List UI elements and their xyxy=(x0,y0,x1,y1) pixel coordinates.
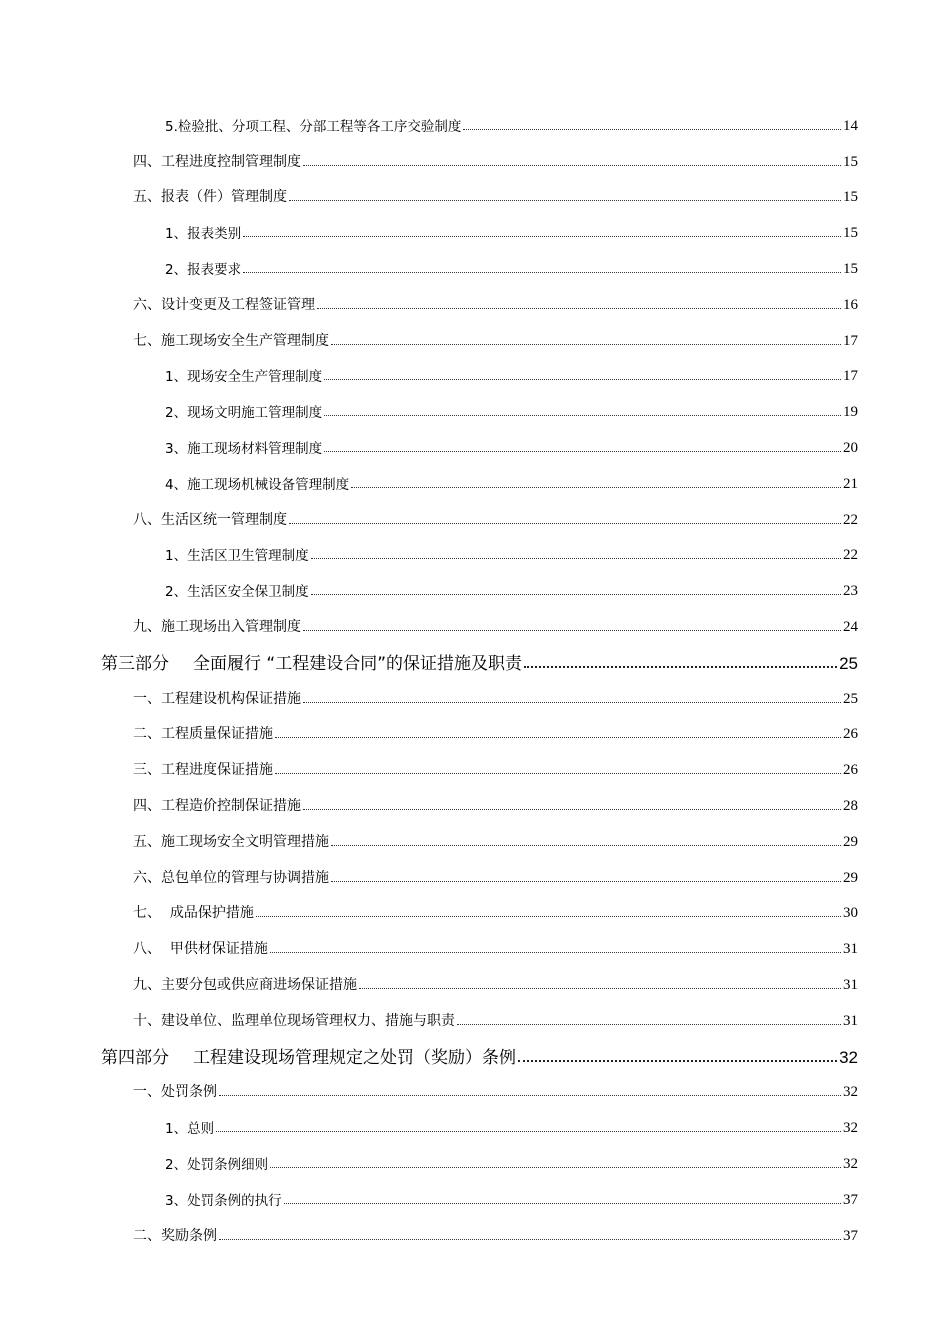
toc-entry-label: 3、处罚条例的执行 xyxy=(165,1192,282,1209)
toc-page-number: 32 xyxy=(839,1047,858,1067)
toc-entry[interactable] xyxy=(0,717,950,753)
toc-page-number: 37 xyxy=(843,1191,858,1208)
toc-entry[interactable] xyxy=(0,1146,950,1182)
toc-page-number: 22 xyxy=(843,511,858,528)
toc-dot-leader xyxy=(331,845,841,846)
toc-dot-leader xyxy=(256,916,841,917)
toc-dot-leader xyxy=(303,165,841,166)
toc-page-number: 31 xyxy=(843,941,858,958)
toc-page-number: 17 xyxy=(843,332,858,349)
toc-page-number: 16 xyxy=(843,296,858,313)
toc-entry[interactable] xyxy=(0,752,950,788)
toc-dot-leader xyxy=(270,952,841,953)
toc-entry-label: 1、报表类别 xyxy=(165,226,242,243)
toc-page-number: 30 xyxy=(843,905,858,922)
toc-entry[interactable] xyxy=(0,860,950,896)
toc-entry-label: 七、 成品保护措施 xyxy=(133,905,254,922)
toc-page-number: 25 xyxy=(839,653,858,673)
toc-part-heading[interactable] xyxy=(0,645,950,681)
toc-dot-leader xyxy=(219,1239,841,1240)
toc-dot-leader xyxy=(463,129,841,130)
toc-dot-leader xyxy=(243,236,841,237)
toc-dot-leader xyxy=(311,594,841,595)
toc-entry-label: 三、工程进度保证措施 xyxy=(133,762,273,779)
toc-entry-label: 一、处罚条例 xyxy=(133,1084,217,1101)
toc-page-number: 20 xyxy=(843,439,858,456)
toc-entry-label: 六、总包单位的管理与协调措施 xyxy=(133,869,329,886)
toc-entry-label: 全面履行 “工程建设合同”的保证措施及职责 xyxy=(193,653,523,674)
toc-page-number: 19 xyxy=(843,404,858,421)
toc-dot-leader xyxy=(303,809,841,810)
toc-page-number: 14 xyxy=(843,117,858,134)
toc-entry[interactable] xyxy=(0,681,950,717)
toc-dot-leader xyxy=(324,451,841,452)
toc-page-number: 23 xyxy=(843,583,858,600)
toc-entry-label: 九、主要分包或供应商进场保证措施 xyxy=(133,976,357,993)
toc-page-number: 15 xyxy=(843,189,858,206)
toc-entry[interactable] xyxy=(0,1218,950,1254)
toc-entry[interactable] xyxy=(0,824,950,860)
toc-entry-label: 九、施工现场出入管理制度 xyxy=(133,618,301,635)
toc-part-number: 第四部分 xyxy=(101,1047,169,1068)
toc-entry[interactable] xyxy=(0,180,950,216)
toc-dot-leader xyxy=(331,881,841,882)
toc-page-number: 24 xyxy=(843,618,858,635)
toc-dot-leader xyxy=(524,666,837,668)
toc-entry-label: 六、设计变更及工程签证管理 xyxy=(133,296,315,313)
toc-entry-label: 四、工程进度控制管理制度 xyxy=(133,153,301,170)
toc-dot-leader xyxy=(219,1095,841,1096)
toc-entry[interactable] xyxy=(0,466,950,502)
toc-dot-leader xyxy=(359,988,841,989)
toc-dot-leader xyxy=(351,487,841,488)
toc-entry-label: 2、处罚条例细则 xyxy=(165,1156,269,1173)
toc-entry-label: 3、施工现场材料管理制度 xyxy=(165,440,323,457)
toc-entry-label: 工程建设现场管理规定之处罚（奖励）条例 xyxy=(193,1047,516,1068)
toc-dot-leader xyxy=(303,630,841,631)
toc-dot-leader xyxy=(275,737,841,738)
toc-entry[interactable] xyxy=(0,323,950,359)
toc-page-number: 21 xyxy=(843,475,858,492)
toc-page-number: 31 xyxy=(843,976,858,993)
toc-dot-leader xyxy=(289,200,841,201)
toc-entry-label: 八、 甲供材保证措施 xyxy=(133,941,268,958)
toc-page-number: 15 xyxy=(843,225,858,242)
toc-entry[interactable] xyxy=(0,967,950,1003)
toc-dot-leader xyxy=(284,1203,841,1204)
toc-entry[interactable] xyxy=(0,108,950,144)
toc-entry-label: 1、生活区卫生管理制度 xyxy=(165,548,309,565)
toc-entry[interactable] xyxy=(0,215,950,251)
toc-entry-label: 七、施工现场安全生产管理制度 xyxy=(133,332,329,349)
toc-page-number: 31 xyxy=(843,1012,858,1029)
toc-entry[interactable] xyxy=(0,359,950,395)
toc-entry[interactable] xyxy=(0,788,950,824)
toc-entry[interactable] xyxy=(0,287,950,323)
toc-entry-label: 二、奖励条例 xyxy=(133,1227,217,1244)
toc-page-number: 28 xyxy=(843,797,858,814)
toc-entry[interactable] xyxy=(0,1110,950,1146)
toc-dot-leader xyxy=(324,415,841,416)
toc-page-number: 32 xyxy=(843,1155,858,1172)
toc-entry-label: 4、施工现场机械设备管理制度 xyxy=(165,476,350,493)
toc-page-number: 25 xyxy=(843,690,858,707)
toc-page-number: 15 xyxy=(843,153,858,170)
toc-entry[interactable] xyxy=(0,931,950,967)
toc-entry[interactable] xyxy=(0,896,950,932)
toc-entry-label: 八、生活区统一管理制度 xyxy=(133,511,287,528)
toc-dot-leader xyxy=(457,1024,841,1025)
toc-entry-label: 五、报表（件）管理制度 xyxy=(133,189,287,206)
toc-entry[interactable] xyxy=(0,251,950,287)
toc-dot-leader xyxy=(317,308,841,309)
toc-page-number: 29 xyxy=(843,833,858,850)
toc-entry-label: 5.检验批、分项工程、分部工程等各工序交验制度 xyxy=(165,118,462,135)
toc-page-number: 15 xyxy=(843,260,858,277)
toc-entry[interactable] xyxy=(0,394,950,430)
toc-entry[interactable] xyxy=(0,573,950,609)
toc-page-number: 26 xyxy=(843,726,858,743)
toc-entry[interactable] xyxy=(0,1003,950,1039)
toc-entry-label: 五、施工现场安全文明管理措施 xyxy=(133,833,329,850)
toc-entry-label: 1、现场安全生产管理制度 xyxy=(165,369,323,386)
toc-entry-label: 1、总则 xyxy=(165,1121,215,1138)
toc-dot-leader xyxy=(311,558,841,559)
toc-part-number: 第三部分 xyxy=(101,653,169,674)
toc-page-number: 22 xyxy=(843,547,858,564)
toc-part-heading[interactable] xyxy=(0,1039,950,1075)
toc-entry-label: 2、报表要求 xyxy=(165,261,242,278)
toc-dot-leader xyxy=(324,379,841,380)
toc-entry[interactable] xyxy=(0,430,950,466)
toc-dot-leader xyxy=(518,1060,837,1062)
toc-page-number: 32 xyxy=(843,1084,858,1101)
toc-dot-leader xyxy=(331,344,841,345)
toc-entry[interactable] xyxy=(0,502,950,538)
toc-dot-leader xyxy=(289,523,841,524)
toc-entry[interactable] xyxy=(0,609,950,645)
toc-dot-leader xyxy=(270,1167,841,1168)
toc-entry[interactable] xyxy=(0,1182,950,1218)
toc-entry[interactable] xyxy=(0,538,950,574)
table-of-contents xyxy=(0,108,950,1254)
toc-entry-label: 一、工程建设机构保证措施 xyxy=(133,690,301,707)
toc-page-number: 37 xyxy=(843,1227,858,1244)
toc-page-number: 29 xyxy=(843,869,858,886)
toc-dot-leader xyxy=(275,773,841,774)
toc-page-number: 26 xyxy=(843,762,858,779)
toc-dot-leader xyxy=(303,702,841,703)
toc-entry[interactable] xyxy=(0,144,950,180)
toc-dot-leader xyxy=(243,272,841,273)
toc-entry-label: 2、生活区安全保卫制度 xyxy=(165,584,309,601)
toc-entry-label: 二、工程质量保证措施 xyxy=(133,726,273,743)
toc-entry-label: 四、工程造价控制保证措施 xyxy=(133,797,301,814)
toc-entry-label: 2、现场文明施工管理制度 xyxy=(165,405,323,422)
toc-page-number: 17 xyxy=(843,368,858,385)
toc-entry-label: 十、建设单位、监理单位现场管理权力、措施与职责 xyxy=(133,1012,455,1029)
toc-entry[interactable] xyxy=(0,1075,950,1111)
toc-page-number: 32 xyxy=(843,1120,858,1137)
toc-dot-leader xyxy=(216,1131,841,1132)
